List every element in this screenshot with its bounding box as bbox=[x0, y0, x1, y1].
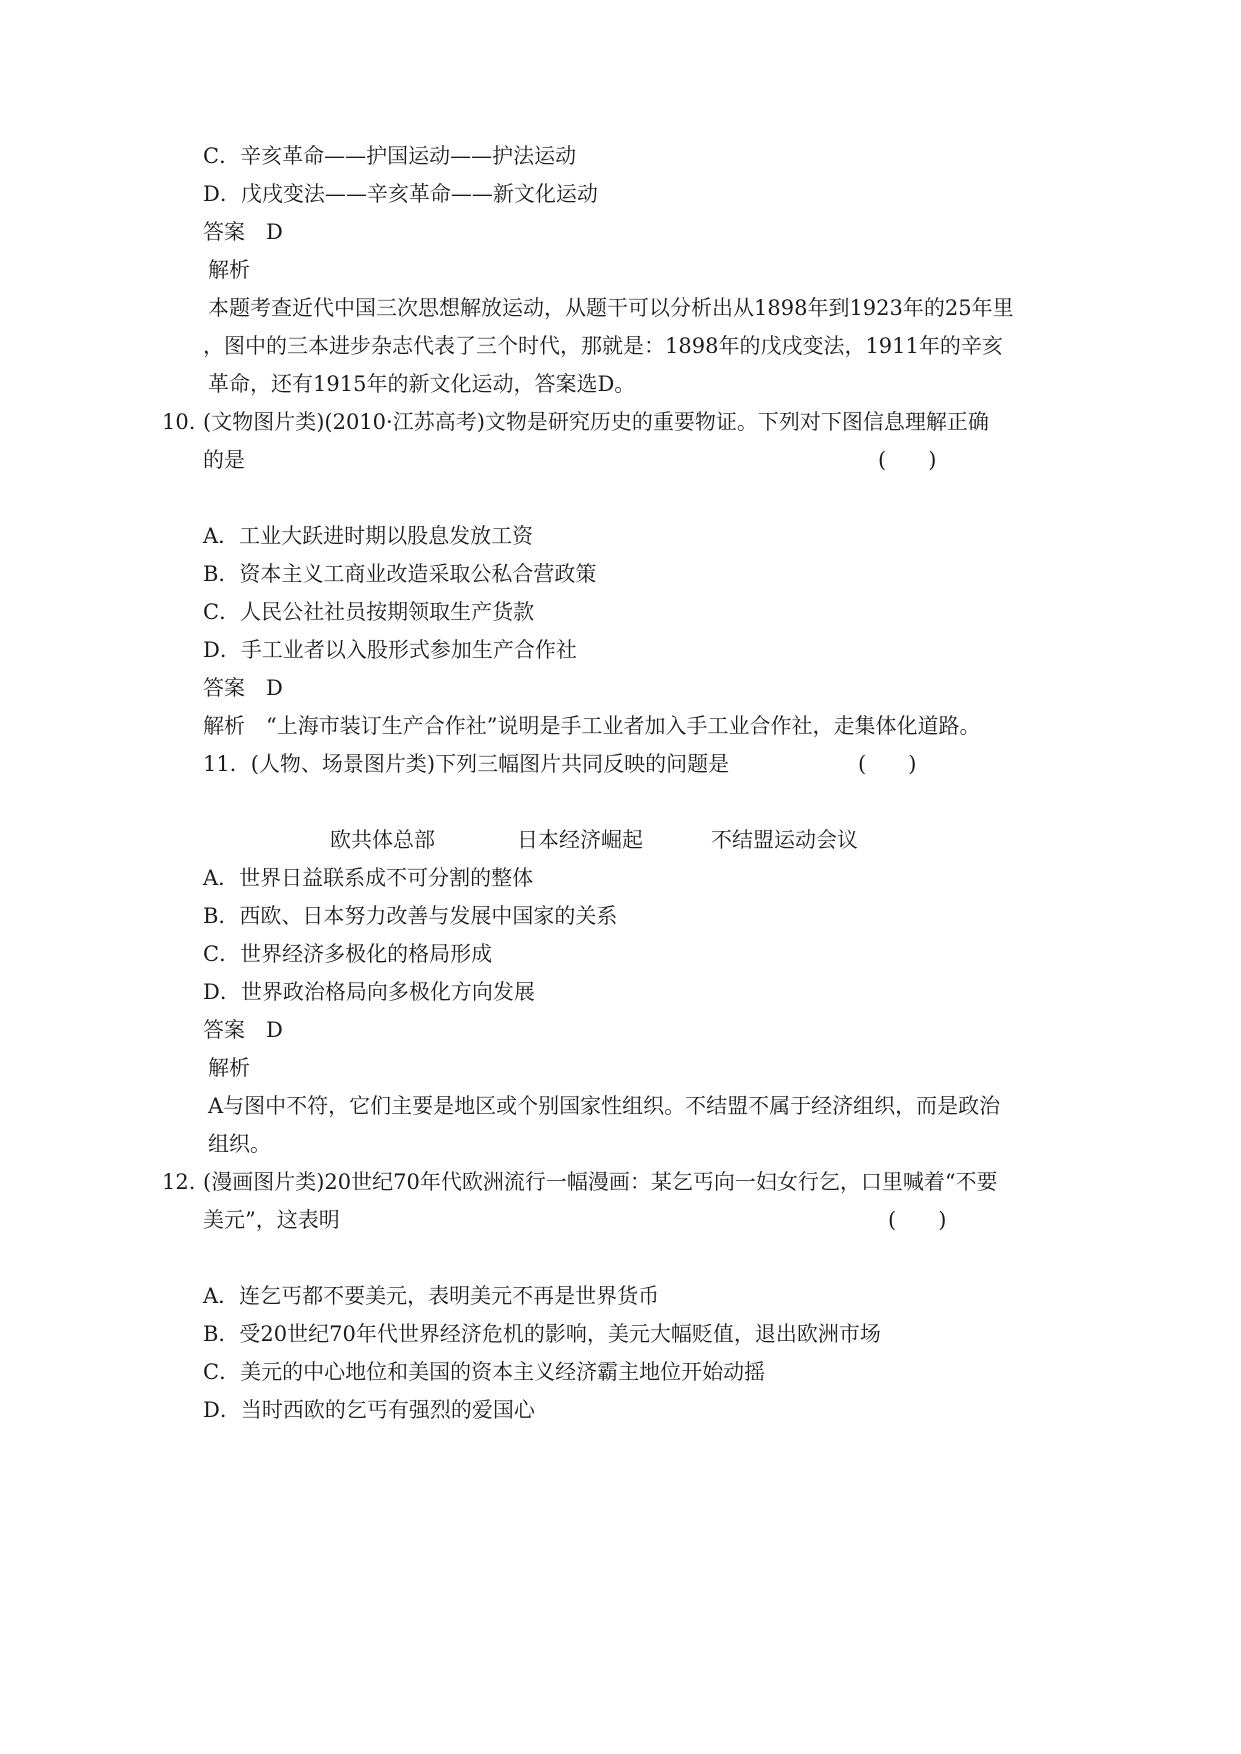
q11-analysis-label: 解析 bbox=[208, 1056, 250, 1080]
q9-analysis-line: 革命，还有1915年的新文化运动，答案选D。 bbox=[208, 372, 636, 396]
q11-analysis-line: 组织。 bbox=[208, 1132, 271, 1156]
q10-option-d: D．手工业者以入股形式参加生产合作社 bbox=[203, 638, 577, 662]
q11-analysis-line: A与图中不符，它们主要是地区或个别国家性组织。不结盟不属于经济组织，而是政治 bbox=[208, 1094, 1001, 1118]
q9-option-c: C．辛亥革命——护国运动——护法运动 bbox=[203, 144, 577, 168]
q12-option-c: C．美元的中心地位和美国的资本主义经济霸主地位开始动摇 bbox=[203, 1360, 766, 1384]
q10-stem-line2: 的是 bbox=[203, 448, 245, 472]
q10-answer-paren: ( ) bbox=[878, 448, 937, 472]
q11-option-a: A．世界日益联系成不可分割的整体 bbox=[203, 866, 534, 890]
q11-caption-1: 欧共体总部 bbox=[330, 828, 435, 852]
q10-option-c: C．人民公社社员按期领取生产货款 bbox=[203, 600, 535, 624]
q10-stem-line1: (文物图片类)(2010·江苏高考)文物是研究历史的重要物证。下列对下图信息理解正确 bbox=[203, 410, 989, 434]
q12-stem-line1: (漫画图片类)20世纪70年代欧洲流行一幅漫画：某乞丐向一妇女行乞，口里喊着“不要 bbox=[203, 1170, 998, 1194]
q11-option-c: C．世界经济多极化的格局形成 bbox=[203, 942, 493, 966]
q11-caption-3: 不结盟运动会议 bbox=[711, 828, 858, 852]
q9-analysis-line: ，图中的三本进步杂志代表了三个时代，那就是：1898年的戊戌变法，1911年的辛亥 bbox=[203, 334, 1003, 358]
q11-answer-paren: ( ) bbox=[858, 752, 917, 776]
q10-option-b: B．资本主义工商业改造采取公私合营政策 bbox=[203, 562, 597, 586]
q11-answer: 答案 D bbox=[203, 1018, 283, 1042]
q10-analysis: 解析 “上海市装订生产合作社”说明是手工业者加入手工业合作社，走集体化道路。 bbox=[203, 714, 981, 738]
q12-option-a: A．连乞丐都不要美元，表明美元不再是世界货币 bbox=[203, 1284, 660, 1308]
q11-option-d: D．世界政治格局向多极化方向发展 bbox=[203, 980, 535, 1004]
q12-stem-line2: 美元”，这表明 bbox=[203, 1208, 340, 1232]
q11-option-b: B．西欧、日本努力改善与发展中国家的关系 bbox=[203, 904, 618, 928]
q12-answer-paren: ( ) bbox=[888, 1208, 947, 1232]
q9-option-d: D．戊戌变法——辛亥革命——新文化运动 bbox=[203, 182, 598, 206]
q11-stem: 11．(人物、场景图片类)下列三幅图片共同反映的问题是 bbox=[203, 752, 730, 776]
q10-option-a: A．工业大跃进时期以股息发放工资 bbox=[203, 524, 534, 548]
q10-number: 10. bbox=[162, 410, 196, 434]
q12-number: 12. bbox=[162, 1170, 196, 1194]
q10-answer: 答案 D bbox=[203, 676, 283, 700]
q12-option-b: B．受20世纪70年代世界经济危机的影响，美元大幅贬值，退出欧洲市场 bbox=[203, 1322, 881, 1346]
q12-option-d: D．当时西欧的乞丐有强烈的爱国心 bbox=[203, 1398, 535, 1422]
q9-analysis-line: 本题考查近代中国三次思想解放运动，从题干可以分析出从1898年到1923年的25年里 bbox=[208, 296, 1014, 320]
q9-analysis-label: 解析 bbox=[208, 258, 250, 282]
q11-caption-2: 日本经济崛起 bbox=[517, 828, 643, 852]
q9-answer: 答案 D bbox=[203, 220, 283, 244]
